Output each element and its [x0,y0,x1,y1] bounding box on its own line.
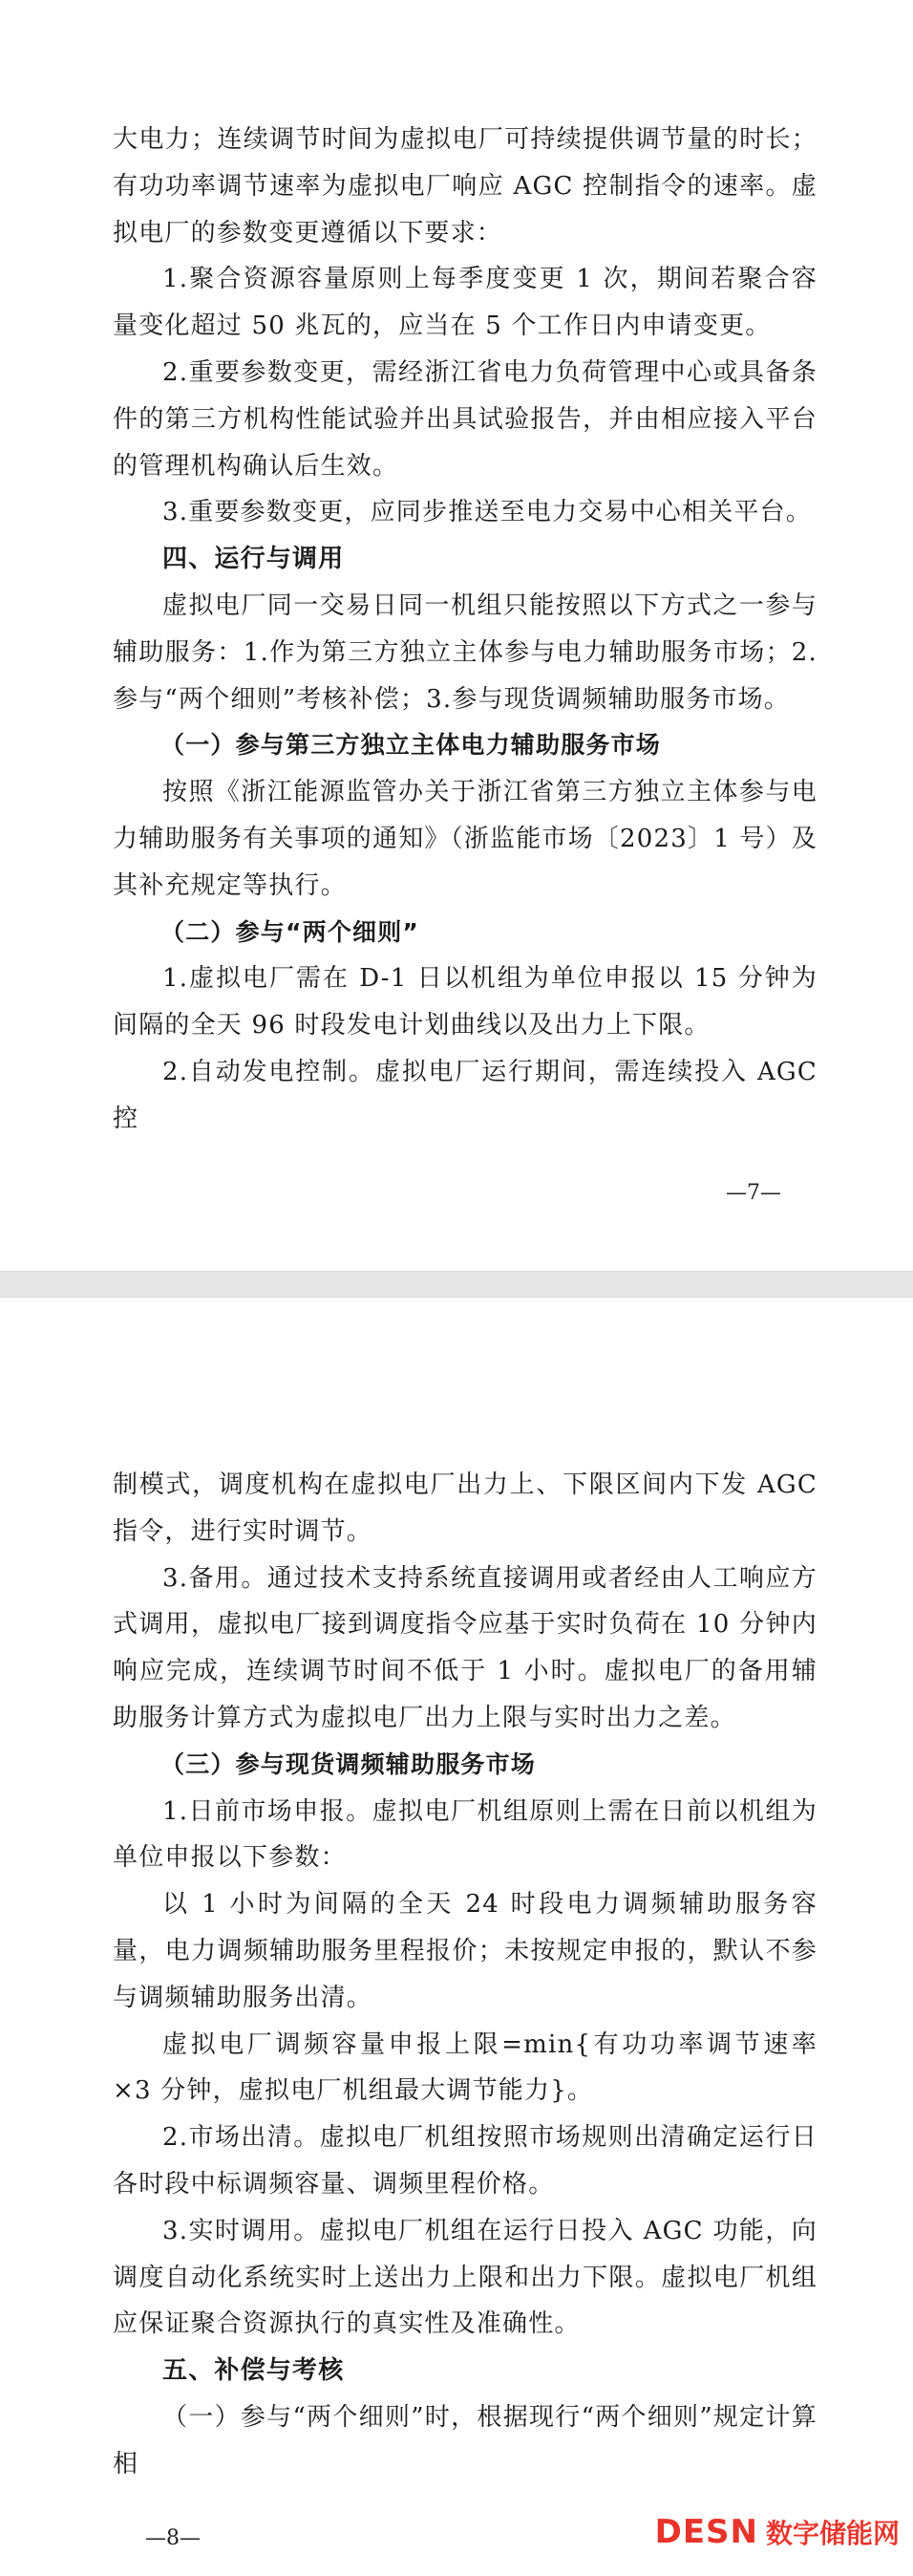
subheading-2: （二）参与“两个细则” [160,917,420,946]
paragraph-subsection-1: 按照《浙江能源监管办关于浙江省第三方独立主体参与电力辅助服务有关事项的通知》（浙监能市场〔2023〕1 号）及其补充规定等执行。 [113,778,817,900]
subheading-3: （三）参与现货调频辅助服务市场 [160,1750,537,1778]
paragraph-subsection-2-item-2: 2.自动发电控制。虚拟电厂运行期间，需连续投入 AGC 控 [113,1057,817,1133]
paragraph-item-1: 1.聚合资源容量原则上每季度变更 1 次，期间若聚合容量变化超过 50 兆瓦的，应当在 5 个工作日内申请变更。 [113,265,817,341]
section-heading-5: 五、补偿与考核 [162,2356,345,2386]
watermark-logo: DESN [654,2513,758,2551]
paragraph-subsection-3-item-3: 虚拟电厂调频容量申报上限=min{有功功率调节速率 ×3 分钟，虚拟电厂机组最大调节能力}。 [113,2029,817,2106]
paragraph-section-4: 虚拟电厂同一交易日同一机组只能按照以下方式之一参与辅助服务：1.作为第三方独立主体参与电力辅助服务市场；2.参与“两个细则”考核补偿；3.参与现货调频辅助服务市场。 [113,590,817,714]
page-8-body [113,1462,817,2488]
page-number: —7— [726,1181,781,1205]
paragraph-section-5-item-1: （一）参与“两个细则”时，根据现行“两个细则”规定计算相 [113,2402,817,2479]
document-page-7 [0,0,913,1271]
paragraph-subsection-3-item-1: 1.日前市场申报。虚拟电厂机组原则上需在日前以机组为单位申报以下参数： [113,1796,817,1873]
paragraph-subsection-3-item-2: 以 1 小时为间隔的全天 24 时段电力调频辅助服务容量，电力调频辅助服务里程报价；未按规定申报的，默认不参与调频辅助服务出清。 [113,1890,817,2012]
page-7-body [113,117,817,1143]
page-separator [0,1271,913,1298]
paragraph-subsection-3-item-5: 3.实时调用。虚拟电厂机组在运行日投入 AGC 功能，向调度自动化系统实时上送出力上限和出力下限。虚拟电厂机组应保证聚合资源执行的真实性及准确性。 [113,2216,817,2339]
paragraph-continuation: 制模式，调度机构在虚拟电厂出力上、下限区间内下发 AGC 指令，进行实时调节。 [113,1470,817,1546]
document-page-8 [0,1298,913,2576]
subheading-1: （一）参与第三方独立主体电力辅助服务市场 [160,731,662,760]
section-heading-4: 四、运行与调用 [162,545,345,574]
paragraph-subsection-2-item-1: 1.虚拟电厂需在 D-1 日以机组为单位申报以 15 分钟为间隔的全天 96 时段发电计划曲线以及出力上下限。 [113,964,817,1041]
paragraph-continuation: 大电力；连续调节时间为虚拟电厂可持续提供调节量的时长；有功功率调节速率为虚拟电厂响应 AGC 控制指令的速率。虚拟电厂的参数变更遵循以下要求： [113,125,817,247]
paragraph-subsection-3-item-4: 2.市场出清。虚拟电厂机组按照市场规则出清确定运行日各时段中标调频容量、调频里程价格。 [113,2123,817,2199]
page-number: —8— [145,2526,201,2550]
paragraph-item-2: 2.重要参数变更，需经浙江省电力负荷管理中心或具备条件的第三方机构性能试验并出具试验报告，并由相应接入平台的管理机构确认后生效。 [113,357,817,481]
watermark-text: 数字储能网 [765,2518,900,2549]
watermark [655,2513,900,2551]
paragraph-item-3-standby: 3.备用。通过技术支持系统直接调用或者经由人工响应方式调用，虚拟电厂接到调度指令应基于实时负荷在 10 分钟内响应完成，连续调节时间不低于 1 小时。虚拟电厂的备用辅助服务计算方式为虚拟电厂出力上限与实时出力之差。 [113,1563,817,1732]
paragraph-item-3: 3.重要参数变更，应同步推送至电力交易中心相关平台。 [162,498,813,527]
